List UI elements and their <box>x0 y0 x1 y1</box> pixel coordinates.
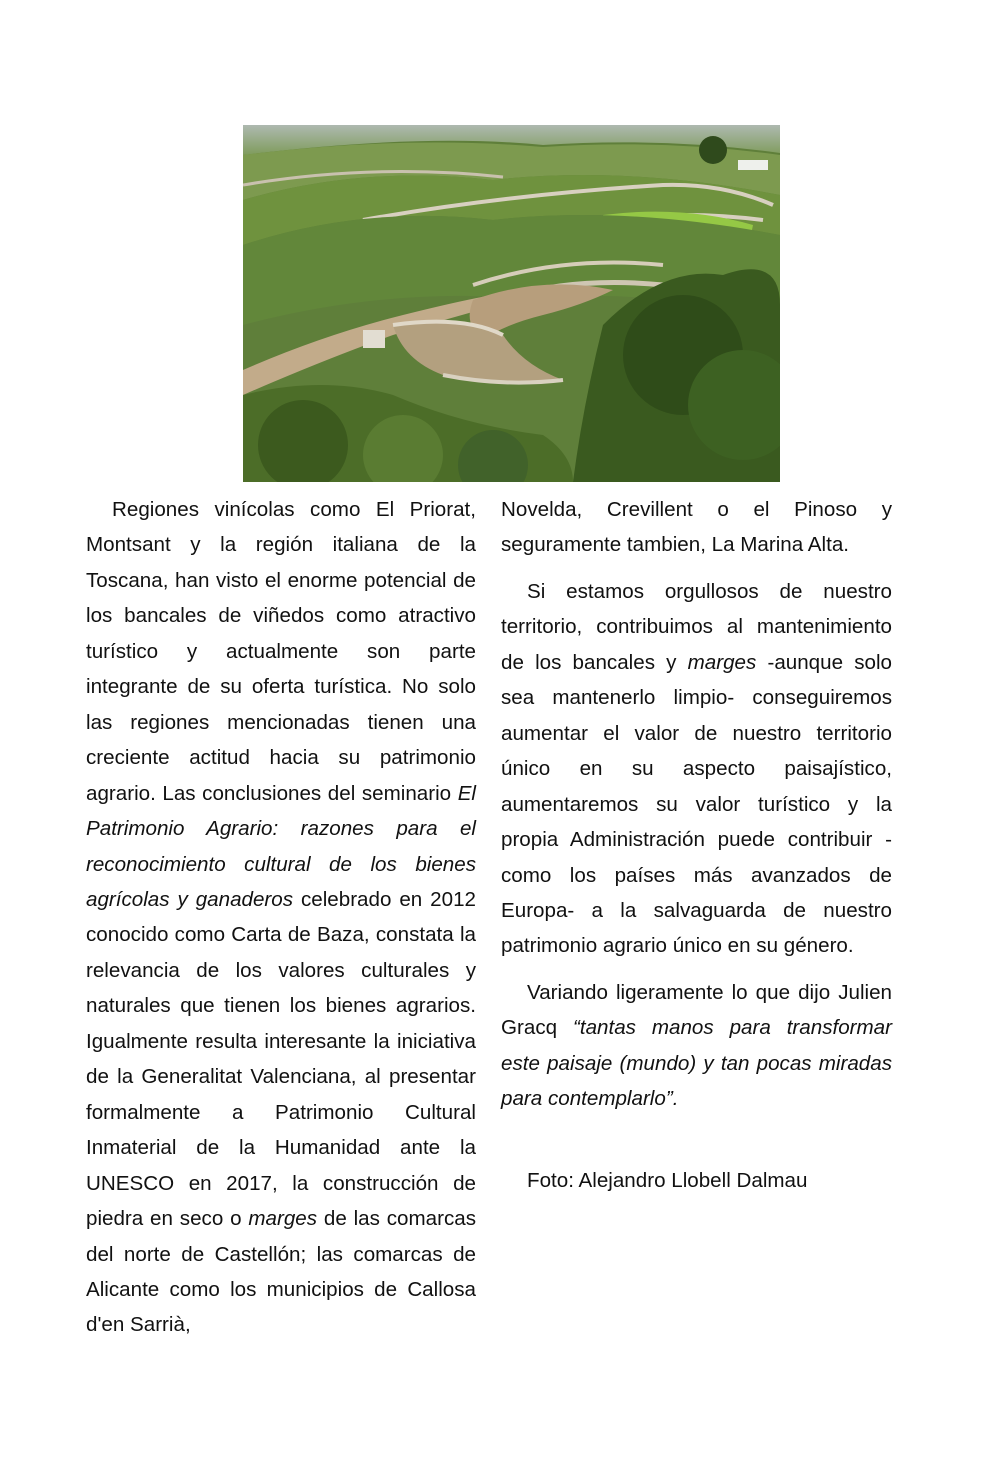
gracq-quote: “tantas manos para transformar este paisaje (mundo) y tan pocas miradas para contemplarlo”. <box>501 1016 892 1111</box>
photo-illustration <box>243 125 780 482</box>
left-text-column <box>86 492 476 1343</box>
body-text: de las comarcas del norte de Castellón; las comarcas de Alicante como los municipios de Callosa d'en Sarrià, <box>86 1207 476 1337</box>
photo-credit: Foto: Alejandro Llobell Dalmau <box>527 1168 808 1192</box>
right-paragraph-2 <box>501 574 892 964</box>
right-paragraph-3 <box>501 975 892 1117</box>
marges-term: marges <box>248 1207 318 1231</box>
marges-term: marges <box>687 650 757 674</box>
body-text: -aunque solo sea mantenerlo limpio- conseguiremos aumentar el valor de nuestro territorio único en su aspecto paisajístico, aumentaremos su valor turístico y la propia Administración puede contribuir -como los países más avanzados de Europa- a la salvaguarda de nuestro patrimonio agrario único en su género. <box>501 650 892 958</box>
right-paragraph-continuation: Novelda, Crevillent o el Pinoso y seguramente tambien, La Marina Alta. <box>501 498 892 557</box>
body-text: Regiones vinícolas como El Priorat, Montsant y la región italiana de la Toscana, han visto el enorme potencial de los bancales de viñedos como atractivo turístico y actualmente son parte integrante de su oferta turística. No solo las regiones mencionadas tienen una creciente actitud hacia su patrimonio agrario. Las conclusiones del seminario <box>86 498 476 805</box>
body-text: celebrado en 2012 conocido como Carta de Baza, constata la relevancia de los valores culturales y naturales que tienen los bienes agrarios. Igualmente resulta interesante la iniciativa de la Generalitat Valenciana, al presentar formalmente a Patrimonio Cultural Inmaterial de la Humanidad ante la UNESCO en 2017, la construcción de piedra en seco o <box>86 887 476 1231</box>
body-text: Si estamos orgullosos de nuestro territorio, contribuimos al mantenimiento de los bancales y <box>501 579 892 674</box>
left-paragraph <box>86 492 476 1343</box>
seminar-title: El Patrimonio Agrario: razones para el reconocimiento cultural de los bienes agrícolas y ganaderos <box>86 781 476 911</box>
body-text: Variando ligeramente lo que dijo Julien Gracq <box>501 980 892 1040</box>
terraced-landscape-photo <box>243 125 780 482</box>
right-text-column <box>501 492 892 1198</box>
